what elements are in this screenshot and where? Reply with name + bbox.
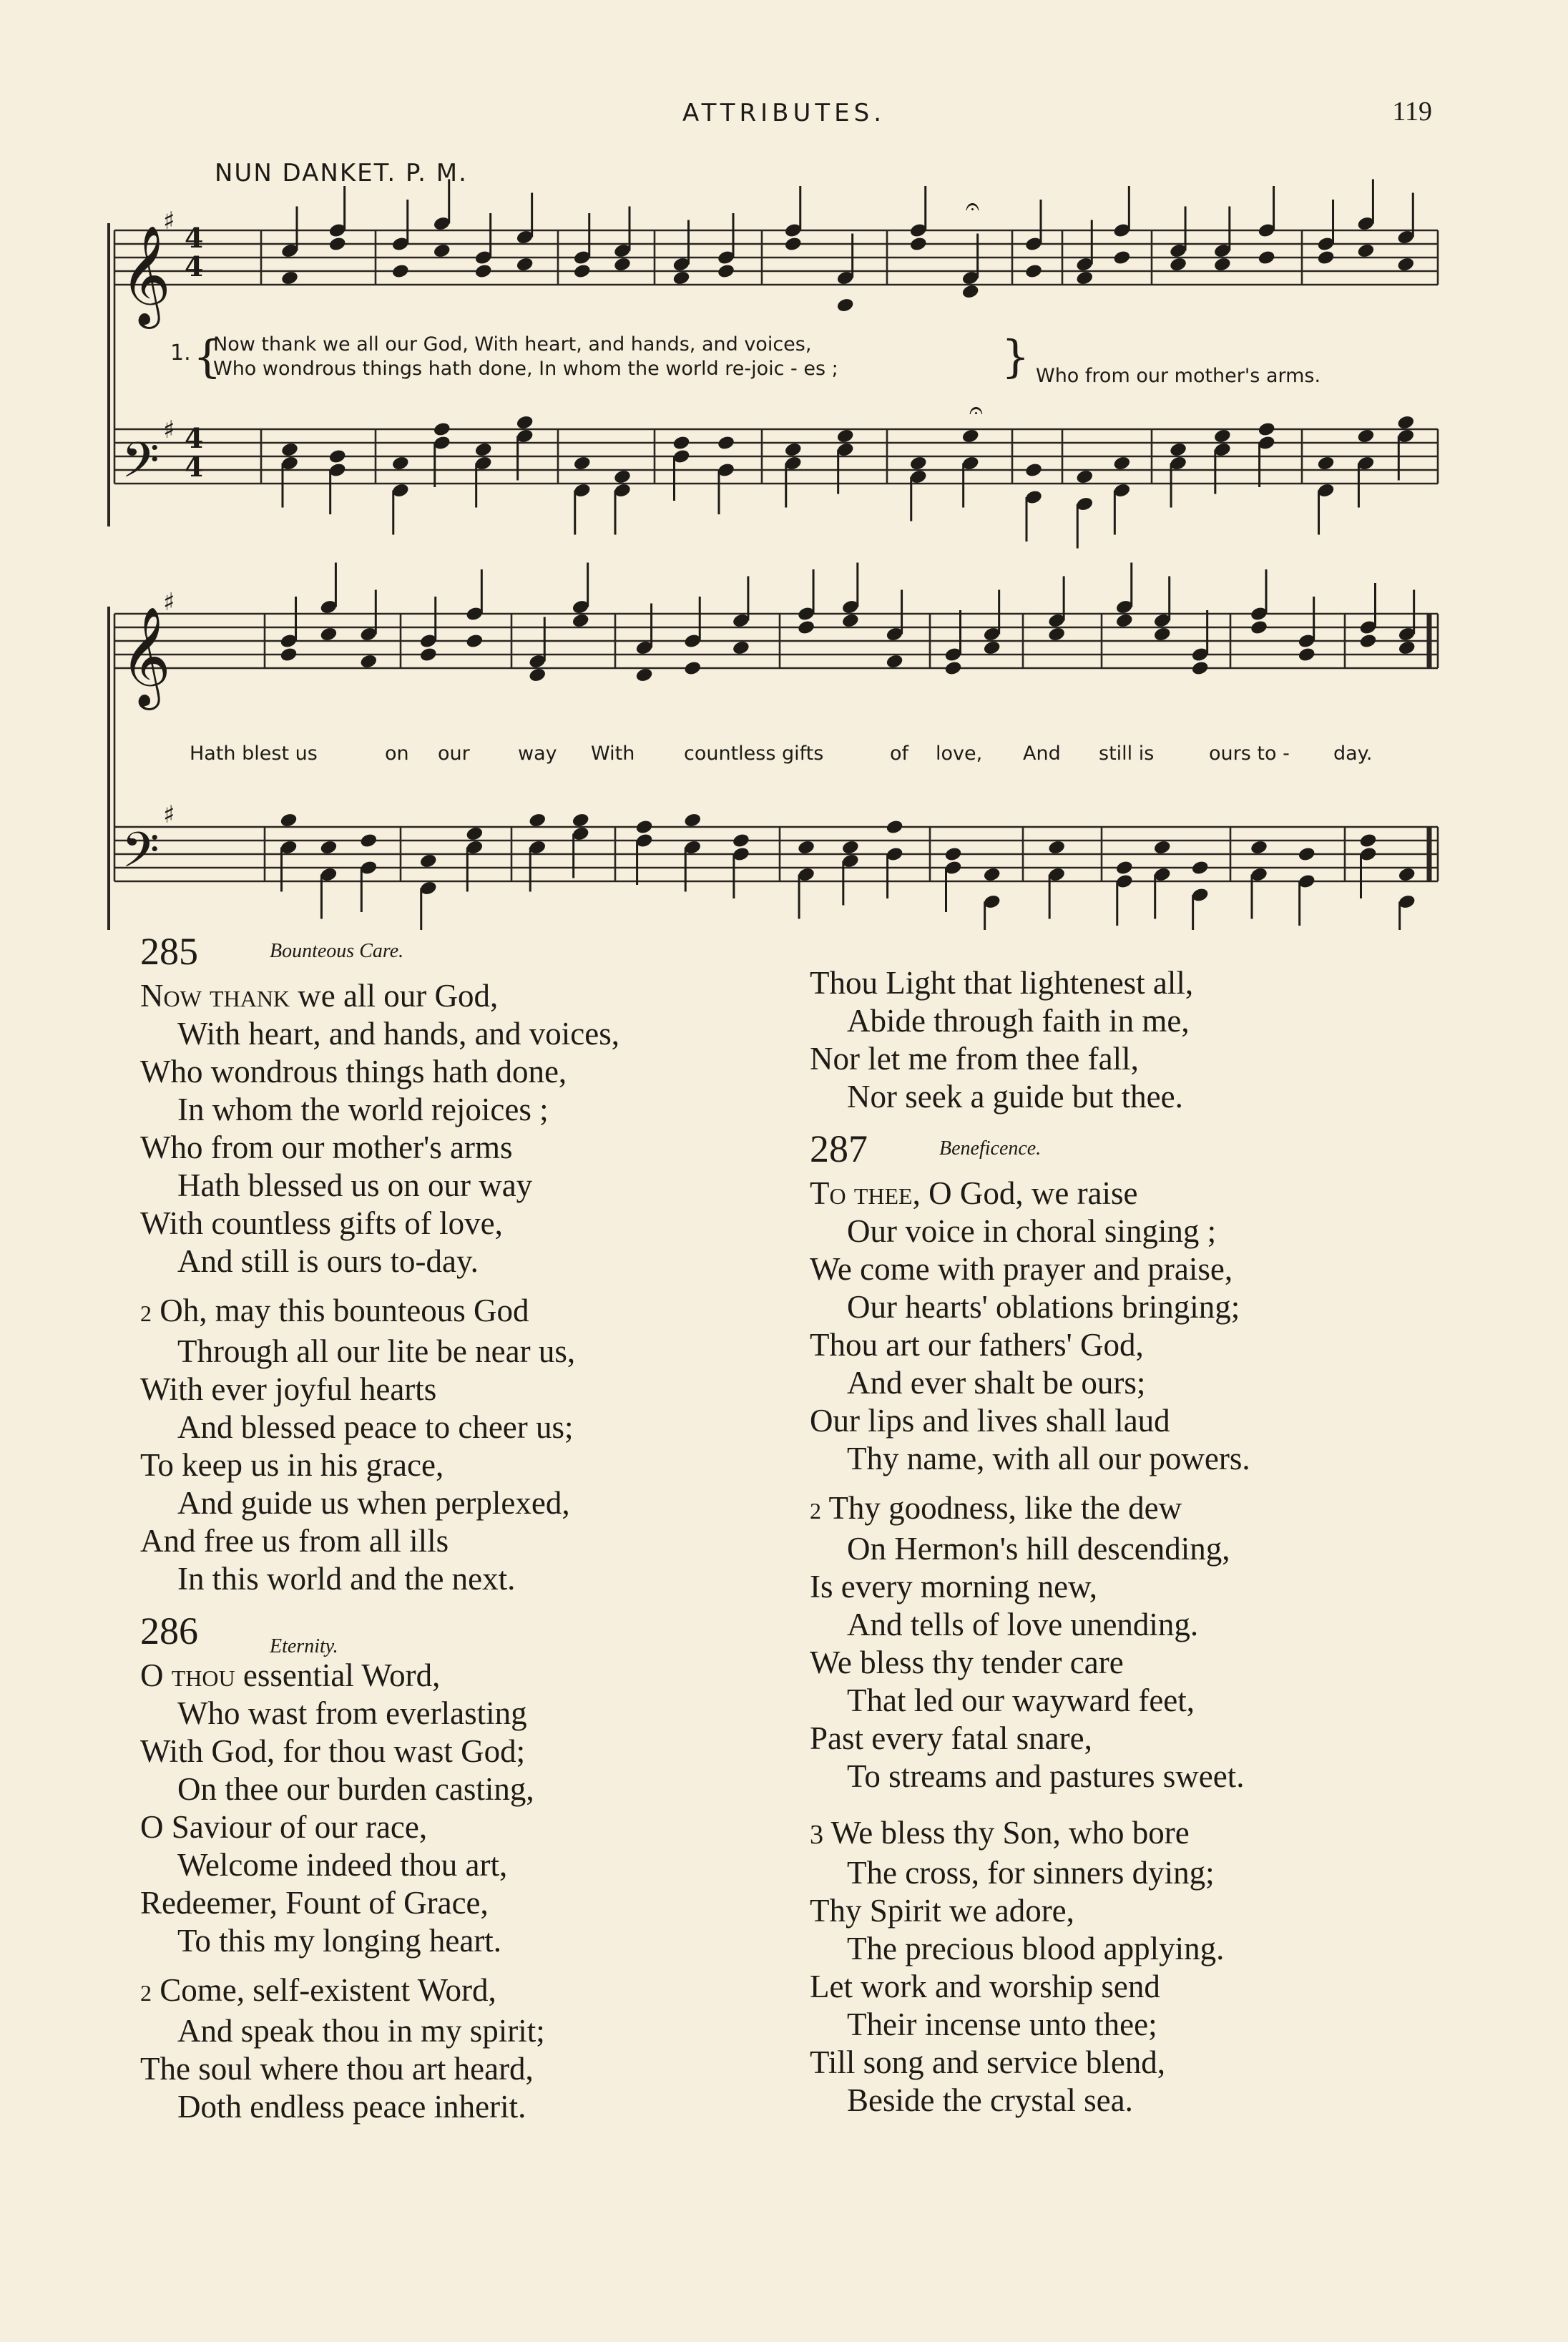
verse-line: In whom the world rejoices ; — [177, 1092, 549, 1127]
verse-line: We come with prayer and praise, — [810, 1251, 1233, 1287]
verse-line: Beside the crystal sea. — [847, 2082, 1133, 2118]
lyric-word: love, — [936, 743, 983, 765]
lyric-line-1: Now thank we all our God, With heart, and hands, and voices, — [213, 333, 812, 356]
verse-line: And free us from all ills — [140, 1523, 449, 1559]
lyric-word: day. — [1333, 743, 1373, 765]
hymn-285 — [140, 930, 619, 1598]
svg-text:♯: ♯ — [163, 800, 175, 829]
verse-line: Thy name, with all our powers. — [847, 1441, 1250, 1476]
verse-line: The precious blood applying. — [847, 1931, 1225, 1966]
bass-clef-icon: 𝄢 — [122, 433, 160, 501]
verse-line: Nor let me from thee fall, — [810, 1041, 1139, 1077]
verse-line: With ever joyful hearts — [140, 1371, 437, 1407]
verse-line: That led our wayward feet, — [847, 1682, 1195, 1718]
svg-text:4: 4 — [185, 422, 204, 454]
stanza-number: 3 — [810, 1820, 823, 1850]
verse-line: With God, for thou wast God; — [140, 1733, 526, 1769]
verse-line: To this my longing heart. — [177, 1923, 502, 1959]
first-word: To thee, — [810, 1175, 921, 1211]
lyric-word: of — [890, 743, 909, 765]
verse-line: In this world and the next. — [177, 1561, 516, 1597]
lyric-word: With — [591, 743, 635, 765]
verse-line: Redeemer, Fount of Grace, — [140, 1885, 489, 1921]
svg-text:♯: ♯ — [163, 416, 175, 444]
verse-line: The cross, for sinners dying; — [847, 1855, 1215, 1891]
verse-line: Let work and worship send — [810, 1969, 1160, 2004]
verse-line: Through all our lite be near us, — [177, 1333, 576, 1369]
tune-name: NUN DANKET. P. M. — [215, 159, 468, 187]
lyric-word: And — [1023, 743, 1061, 765]
hymn-title: Eternity. — [270, 1635, 338, 1657]
note-stems — [282, 180, 1414, 931]
verse-line: we all our God, — [298, 978, 499, 1014]
first-word: Now thank — [140, 978, 290, 1014]
fermata-icon: 𝄐 — [966, 192, 979, 221]
verse-line: And still is ours to-day. — [177, 1243, 479, 1279]
verse-line: O Saviour of our race, — [140, 1809, 428, 1845]
verse-line: To streams and pastures sweet. — [847, 1758, 1245, 1794]
hymn-number: 286 — [140, 1609, 198, 1652]
page-number: 119 — [1392, 97, 1432, 127]
verse-line: Oh, may this bounteous God — [160, 1293, 529, 1328]
treble-clef-icon: 𝄞 — [120, 225, 171, 325]
svg-text:♯: ♯ — [163, 588, 175, 617]
hymn-287 — [810, 1127, 1250, 2120]
verse-line: On thee our burden casting, — [177, 1771, 534, 1807]
verse-line: Is every morning new, — [810, 1569, 1097, 1604]
lyric-word: Hath blest us — [190, 743, 318, 765]
verse-line: We bless thy tender care — [810, 1645, 1124, 1680]
stanza-number: 2 — [140, 1300, 152, 1326]
running-head: ATTRIBUTES. — [682, 99, 886, 127]
verse-line: Who wast from everlasting — [177, 1695, 527, 1731]
verse-line: The soul where thou art heard, — [140, 2051, 534, 2087]
verse-line: O God, we raise — [928, 1175, 1138, 1211]
hymn-number: 287 — [810, 1127, 868, 1170]
right-column — [810, 964, 1250, 2120]
lyric-word: way — [518, 743, 557, 765]
verse-line: Welcome indeed thou art, — [177, 1847, 508, 1883]
verse-line: With countless gifts of love, — [140, 1205, 503, 1241]
verse-line: Abide through faith in me, — [847, 1003, 1190, 1039]
verse-line: Come, self-existent Word, — [160, 1972, 496, 2008]
verse-line: Our hearts' oblations bringing; — [847, 1289, 1240, 1325]
svg-text:♯: ♯ — [163, 207, 175, 235]
verse-line: With heart, and hands, and voices, — [177, 1016, 620, 1052]
verse-line: Their incense unto thee; — [847, 2007, 1157, 2042]
svg-text:4: 4 — [185, 451, 204, 483]
left-column — [140, 930, 619, 2126]
lyric-word: still is — [1099, 743, 1155, 765]
verse-line: Hath blessed us on our way — [177, 1167, 533, 1203]
fermata-icon: 𝄐 — [969, 396, 983, 425]
stanza-number: 2 — [810, 1498, 821, 1524]
music-score — [0, 0, 1568, 930]
lyric-word: countless gifts — [684, 743, 824, 765]
verse-line: And guide us when perplexed, — [177, 1485, 570, 1521]
clefs — [120, 225, 171, 891]
verse-line: And speak thou in my spirit; — [177, 2013, 545, 2049]
verse-number: 1. — [170, 340, 191, 366]
hymn-title: Bounteous Care. — [270, 940, 404, 962]
hymn-number: 285 — [140, 930, 198, 973]
lyric-word: on — [385, 743, 409, 765]
lyric-line-tail: Who from our mother's arms. — [1036, 365, 1321, 387]
barlines — [109, 223, 1438, 930]
verse-line: On Hermon's hill descending, — [847, 1531, 1230, 1567]
verse-line: Thou art our fathers' God, — [810, 1327, 1144, 1363]
verse-line: Thy Spirit we adore, — [810, 1893, 1074, 1929]
verse-line: Nor seek a guide but thee. — [847, 1079, 1183, 1114]
verse-line: And blessed peace to cheer us; — [177, 1409, 574, 1445]
verse-line: And tells of love unending. — [847, 1607, 1199, 1642]
verse-line: Doth endless peace inherit. — [177, 2089, 526, 2125]
verse-line: Thou Light that lightenest all, — [810, 965, 1194, 1001]
verse-line: essential Word, — [242, 1657, 441, 1693]
verse-line: Our lips and lives shall laud — [810, 1403, 1170, 1439]
noteheads — [279, 215, 1416, 910]
stanza-number: 2 — [140, 1980, 152, 2006]
lyric-word: our — [438, 743, 470, 765]
first-word: O thou — [140, 1657, 235, 1693]
svg-text:4: 4 — [185, 250, 204, 283]
treble-clef-icon: 𝄞 — [120, 607, 171, 706]
svg-text:4: 4 — [185, 222, 204, 254]
verse-line: Till song and service blend, — [810, 2044, 1166, 2080]
verse-line: Who from our mother's arms — [140, 1130, 513, 1165]
verse-line: We bless thy Son, who bore — [830, 1815, 1190, 1851]
bass-clef-icon: 𝄢 — [122, 823, 160, 891]
verse-line: And ever shalt be ours; — [847, 1365, 1146, 1401]
hymn-286 — [140, 1609, 619, 2126]
verse-line: Who wondrous things hath done, — [140, 1054, 567, 1089]
verse-line: Our voice in choral singing ; — [847, 1213, 1217, 1249]
staff-lines — [114, 230, 1438, 881]
lyric-word: ours to - — [1209, 743, 1290, 765]
lyric-brace-icon: } — [1001, 330, 1030, 383]
hymn-286-continued — [810, 964, 1250, 1116]
verse-line: To keep us in his grace, — [140, 1447, 444, 1483]
hymn-title: Beneficence. — [939, 1137, 1042, 1160]
lyric-brace-icon: { — [193, 330, 222, 383]
lyric-line-2: Who wondrous things hath done, In whom the world re-joic - es ; — [213, 358, 838, 380]
verse-line: Past every fatal snare, — [810, 1720, 1092, 1756]
verse-line: Thy goodness, like the dew — [828, 1490, 1182, 1526]
